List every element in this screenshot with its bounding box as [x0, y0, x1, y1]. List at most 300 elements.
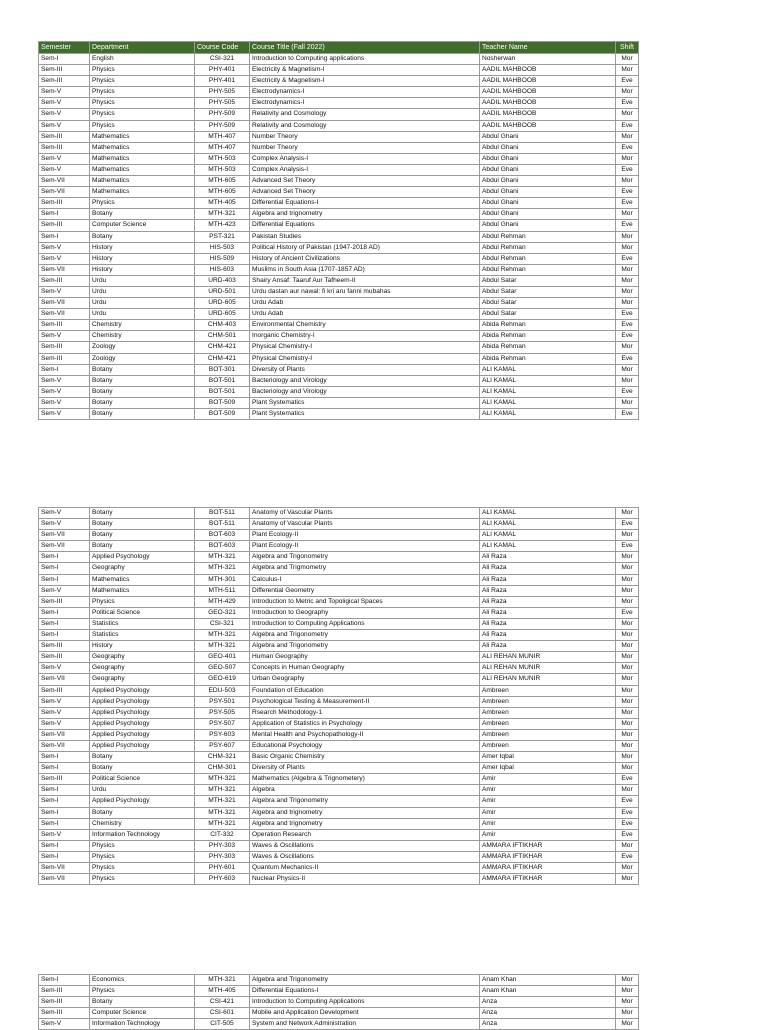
department-cell: Botany	[90, 530, 195, 541]
table-row	[39, 87, 639, 98]
teacher-name-cell: Abdul Satar	[480, 298, 616, 309]
course-title-cell: Urdu dastan aur nawal: fi kri aru fanni mubahas	[250, 286, 480, 297]
course-code-cell: HIS-503	[195, 242, 250, 253]
department-cell: Applied Psychology	[90, 696, 195, 707]
department-cell: Chemistry	[90, 818, 195, 829]
department-cell: Botany	[90, 375, 195, 386]
semester-cell: Sem-III	[39, 65, 90, 76]
department-cell: Physics	[90, 76, 195, 87]
department-cell: Physics	[90, 87, 195, 98]
teacher-name-cell: AMMARA IFTIKHAR	[480, 863, 616, 874]
teacher-name-cell: Amir	[480, 785, 616, 796]
teacher-name-cell: Ali Raza	[480, 618, 616, 629]
course-code-cell: PHY-401	[195, 76, 250, 87]
table-row	[39, 618, 639, 629]
course-code-cell: EDU-503	[195, 685, 250, 696]
course-title-cell: Physical Chemistry-I	[250, 342, 480, 353]
course-code-cell: PSY-505	[195, 707, 250, 718]
course-code-cell: MTH-407	[195, 142, 250, 153]
teacher-name-cell: Ali Raza	[480, 563, 616, 574]
semester-cell: Sem-III	[39, 997, 90, 1008]
department-cell: Information Technology	[90, 1019, 195, 1030]
department-cell: Botany	[90, 752, 195, 763]
course-code-cell: MTH-321	[195, 641, 250, 652]
shift-cell: Mor	[616, 54, 639, 65]
shift-cell: Mor	[616, 275, 639, 286]
table-row	[39, 552, 639, 563]
course-code-cell: GEO-321	[195, 607, 250, 618]
department-cell: Physics	[90, 120, 195, 131]
table-row	[39, 818, 639, 829]
course-code-cell: BOT-603	[195, 541, 250, 552]
course-code-cell: CHM-421	[195, 342, 250, 353]
table-row	[39, 785, 639, 796]
shift-cell: Mor	[616, 342, 639, 353]
department-cell: Information Technology	[90, 829, 195, 840]
shift-cell: Mor	[616, 986, 639, 997]
semester-cell: Sem-V	[39, 164, 90, 175]
department-cell: Botany	[90, 508, 195, 519]
department-cell: Applied Psychology	[90, 718, 195, 729]
teacher-name-cell: ALI KAMAL	[480, 409, 616, 420]
shift-cell: Mor	[616, 630, 639, 641]
shift-cell: Mor	[616, 585, 639, 596]
table-row	[39, 320, 639, 331]
table-row	[39, 986, 639, 997]
teacher-name-cell: Abdul Ghani	[480, 142, 616, 153]
course-code-cell: BOT-603	[195, 530, 250, 541]
course-title-cell: Waves & Oscillations	[250, 840, 480, 851]
semester-cell: Sem-I	[39, 763, 90, 774]
course-code-cell: GEO-401	[195, 652, 250, 663]
department-cell: Urdu	[90, 286, 195, 297]
shift-cell: Eve	[616, 142, 639, 153]
semester-cell: Sem-I	[39, 607, 90, 618]
department-cell: Urdu	[90, 275, 195, 286]
department-cell: Computer Science	[90, 1008, 195, 1019]
department-cell: Botany	[90, 231, 195, 242]
teacher-name-cell: ALI KAMAL	[480, 386, 616, 397]
department-cell: History	[90, 641, 195, 652]
course-title-cell: Complex Analysis-I	[250, 164, 480, 175]
department-cell: Mathematics	[90, 142, 195, 153]
shift-cell: Mor	[616, 242, 639, 253]
course-title-cell: Algebra and Trigonometry	[250, 641, 480, 652]
course-code-cell: BOT-301	[195, 364, 250, 375]
course-code-cell: CHM-501	[195, 331, 250, 342]
table-row	[39, 740, 639, 751]
semester-cell: Sem-I	[39, 796, 90, 807]
department-cell: Physics	[90, 65, 195, 76]
shift-cell: Mor	[616, 975, 639, 986]
course-title-cell: Introduction to Geography	[250, 607, 480, 618]
department-cell: Urdu	[90, 298, 195, 309]
semester-cell: Sem-V	[39, 386, 90, 397]
course-code-cell: PST-321	[195, 231, 250, 242]
semester-cell: Sem-I	[39, 364, 90, 375]
shift-cell: Mor	[616, 674, 639, 685]
semester-cell: Sem-III	[39, 596, 90, 607]
teacher-name-cell: Abida Rehman	[480, 342, 616, 353]
semester-cell: Sem-V	[39, 829, 90, 840]
table-row	[39, 409, 639, 420]
teacher-name-cell: Abdul Rehman	[480, 253, 616, 264]
shift-cell: Eve	[616, 253, 639, 264]
semester-cell: Sem-III	[39, 198, 90, 209]
semester-cell: Sem-V	[39, 87, 90, 98]
shift-cell: Eve	[616, 164, 639, 175]
shift-cell: Mor	[616, 563, 639, 574]
table-body	[39, 975, 639, 1030]
teacher-name-cell: AADIL MAHBOOB	[480, 120, 616, 131]
semester-cell: Sem-I	[39, 563, 90, 574]
shift-cell: Eve	[616, 774, 639, 785]
shift-cell: Eve	[616, 98, 639, 109]
teacher-name-cell: ALI KAMAL	[480, 541, 616, 552]
table-row	[39, 342, 639, 353]
shift-cell: Eve	[616, 851, 639, 862]
teacher-name-cell: Abdul Ghani	[480, 131, 616, 142]
teacher-name-cell: AADIL MAHBOOB	[480, 109, 616, 120]
department-cell: Physics	[90, 109, 195, 120]
semester-cell: Sem-III	[39, 353, 90, 364]
teacher-name-cell: Amir	[480, 829, 616, 840]
header-shift: Shift	[616, 42, 639, 54]
semester-cell: Sem-I	[39, 851, 90, 862]
teacher-name-cell: ALI REHAN MUNIR	[480, 652, 616, 663]
course-code-cell: HIS-509	[195, 253, 250, 264]
teacher-name-cell: Abdul Ghani	[480, 164, 616, 175]
table-row	[39, 275, 639, 286]
course-title-cell: Urdu Adab	[250, 309, 480, 320]
semester-cell: Sem-III	[39, 220, 90, 231]
course-code-cell: MTH-405	[195, 986, 250, 997]
semester-cell: Sem-III	[39, 76, 90, 87]
department-cell: Botany	[90, 409, 195, 420]
teacher-name-cell: AADIL MAHBOOB	[480, 87, 616, 98]
course-code-cell: MTH-301	[195, 574, 250, 585]
shift-cell: Mor	[616, 530, 639, 541]
timetable-section-2	[38, 507, 639, 885]
course-code-cell: BOT-501	[195, 386, 250, 397]
department-cell: Physics	[90, 874, 195, 885]
semester-cell: Sem-V	[39, 242, 90, 253]
course-code-cell: PHY-303	[195, 851, 250, 862]
table-row	[39, 353, 639, 364]
course-code-cell: PHY-505	[195, 98, 250, 109]
table-row	[39, 796, 639, 807]
semester-cell: Sem-V	[39, 409, 90, 420]
table-row	[39, 397, 639, 408]
department-cell: Botany	[90, 763, 195, 774]
table-row	[39, 187, 639, 198]
course-title-cell: Introduction to Metric and Topoligical Spaces	[250, 596, 480, 607]
shift-cell: Mor	[616, 785, 639, 796]
teacher-name-cell: ALI KAMAL	[480, 397, 616, 408]
semester-cell: Sem-I	[39, 630, 90, 641]
teacher-name-cell: Abdul Ghani	[480, 198, 616, 209]
course-code-cell: PHY-401	[195, 65, 250, 76]
table-row	[39, 1019, 639, 1030]
course-code-cell: PHY-303	[195, 840, 250, 851]
teacher-name-cell: Abdul Satar	[480, 286, 616, 297]
course-title-cell: Plant Systematics	[250, 397, 480, 408]
department-cell: Botany	[90, 364, 195, 375]
teacher-name-cell: AADIL MAHBOOB	[480, 76, 616, 87]
semester-cell: Sem-V	[39, 98, 90, 109]
course-title-cell: Pakistan Studies	[250, 231, 480, 242]
teacher-name-cell: Ambreen	[480, 696, 616, 707]
table-row	[39, 65, 639, 76]
shift-cell: Eve	[616, 807, 639, 818]
shift-cell: Eve	[616, 541, 639, 552]
semester-cell: Sem-V	[39, 508, 90, 519]
table-row	[39, 142, 639, 153]
course-code-cell: MTH-429	[195, 596, 250, 607]
course-code-cell: URD-605	[195, 309, 250, 320]
course-code-cell: PSY-507	[195, 718, 250, 729]
course-code-cell: PSY-607	[195, 740, 250, 751]
department-cell: Urdu	[90, 309, 195, 320]
shift-cell: Mor	[616, 209, 639, 220]
table-row	[39, 198, 639, 209]
course-title-cell: Concepts in Human Geography	[250, 663, 480, 674]
teacher-name-cell: Abdul Ghani	[480, 153, 616, 164]
course-code-cell: GEO-507	[195, 663, 250, 674]
shift-cell: Mor	[616, 641, 639, 652]
teacher-name-cell: Amer Iqbal	[480, 763, 616, 774]
department-cell: Mathematics	[90, 574, 195, 585]
course-title-cell: Introduction to Computing applications	[250, 54, 480, 65]
department-cell: Statistics	[90, 630, 195, 641]
course-code-cell: MTH-503	[195, 153, 250, 164]
course-title-cell: Advanced Set Theory	[250, 176, 480, 187]
course-title-cell: Nuclear Physics-II	[250, 874, 480, 885]
shift-cell: Eve	[616, 120, 639, 131]
course-code-cell: PSY-501	[195, 696, 250, 707]
table-row	[39, 331, 639, 342]
course-title-cell: Mobile and Application Development	[250, 1008, 480, 1019]
department-cell: Mathematics	[90, 153, 195, 164]
course-title-cell: Plant Systematics	[250, 409, 480, 420]
table-row	[39, 541, 639, 552]
course-title-cell: Urban Geography	[250, 674, 480, 685]
teacher-name-cell: Ali Raza	[480, 574, 616, 585]
semester-cell: Sem-I	[39, 840, 90, 851]
course-code-cell: MTH-321	[195, 807, 250, 818]
course-title-cell: Calculus-I	[250, 574, 480, 585]
course-title-cell: Anatomy of Vascular Plants	[250, 508, 480, 519]
shift-cell: Eve	[616, 409, 639, 420]
course-title-cell: Algebra and trignometry	[250, 818, 480, 829]
course-title-cell: Environmental Chemistry	[250, 320, 480, 331]
shift-cell: Mor	[616, 508, 639, 519]
semester-cell: Sem-III	[39, 320, 90, 331]
department-cell: Physics	[90, 198, 195, 209]
shift-cell: Eve	[616, 353, 639, 364]
course-title-cell: Algebra and trignometry	[250, 209, 480, 220]
timetable-section-3	[38, 974, 639, 1030]
department-cell: Applied Psychology	[90, 740, 195, 751]
course-title-cell: Differential Equations	[250, 220, 480, 231]
department-cell: Political Science	[90, 607, 195, 618]
course-title-cell: Introduction to Computing Applications	[250, 618, 480, 629]
semester-cell: Sem-III	[39, 986, 90, 997]
department-cell: Botany	[90, 209, 195, 220]
course-code-cell: MTH-321	[195, 209, 250, 220]
department-cell: Computer Science	[90, 220, 195, 231]
course-code-cell: MTH-423	[195, 220, 250, 231]
course-title-cell: Algebra and Trigonometry	[250, 630, 480, 641]
table-row	[39, 298, 639, 309]
semester-cell: Sem-I	[39, 975, 90, 986]
department-cell: Botany	[90, 519, 195, 530]
table-row	[39, 685, 639, 696]
course-title-cell: Waves & Oscillations	[250, 851, 480, 862]
course-title-cell: Educational Psychology	[250, 740, 480, 751]
teacher-name-cell: Anza	[480, 1019, 616, 1030]
course-code-cell: BOT-511	[195, 508, 250, 519]
department-cell: History	[90, 242, 195, 253]
course-title-cell: Quantum Mechanics-II	[250, 863, 480, 874]
table-row	[39, 607, 639, 618]
table-row	[39, 508, 639, 519]
semester-cell: Sem-V	[39, 286, 90, 297]
shift-cell: Eve	[616, 829, 639, 840]
shift-cell: Mor	[616, 874, 639, 885]
semester-cell: Sem-I	[39, 785, 90, 796]
course-title-cell: System and Network Administration	[250, 1019, 480, 1030]
table-row	[39, 674, 639, 685]
teacher-name-cell: Abida Rehman	[480, 320, 616, 331]
course-title-cell: Human Geography	[250, 652, 480, 663]
department-cell: Applied Psychology	[90, 552, 195, 563]
course-code-cell: MTH-503	[195, 164, 250, 175]
table-row	[39, 840, 639, 851]
course-code-cell: PHY-509	[195, 120, 250, 131]
table-row	[39, 752, 639, 763]
course-code-cell: URD-605	[195, 298, 250, 309]
shift-cell: Mor	[616, 652, 639, 663]
shift-cell: Mor	[616, 718, 639, 729]
teacher-name-cell: Ambreen	[480, 729, 616, 740]
table-row	[39, 309, 639, 320]
course-title-cell: Physical Chemistry-I	[250, 353, 480, 364]
department-cell: Zoology	[90, 353, 195, 364]
shift-cell: Eve	[616, 331, 639, 342]
teacher-name-cell: Amer Iqbal	[480, 752, 616, 763]
table-row	[39, 696, 639, 707]
table-row	[39, 596, 639, 607]
table-row	[39, 120, 639, 131]
course-title-cell: Algebra and Trigmometry	[250, 563, 480, 574]
semester-cell: Sem-V	[39, 696, 90, 707]
department-cell: Political Science	[90, 774, 195, 785]
teacher-name-cell: ALI KAMAL	[480, 530, 616, 541]
table-row	[39, 375, 639, 386]
course-title-cell: Differential Geometry	[250, 585, 480, 596]
semester-cell: Sem-I	[39, 231, 90, 242]
table-row	[39, 176, 639, 187]
department-cell: Botany	[90, 541, 195, 552]
shift-cell: Mor	[616, 840, 639, 851]
semester-cell: Sem-VII	[39, 264, 90, 275]
teacher-name-cell: Nosherwan	[480, 54, 616, 65]
semester-cell: Sem-III	[39, 685, 90, 696]
shift-cell: Mor	[616, 364, 639, 375]
department-cell: Botany	[90, 807, 195, 818]
teacher-name-cell: Abdul Rehman	[480, 264, 616, 275]
course-title-cell: Complex Analysis-I	[250, 153, 480, 164]
teacher-name-cell: Anam Khan	[480, 975, 616, 986]
course-code-cell: CHM-421	[195, 353, 250, 364]
semester-cell: Sem-VII	[39, 729, 90, 740]
course-title-cell: Plant Ecology-II	[250, 541, 480, 552]
teacher-name-cell: Abida Rehman	[480, 331, 616, 342]
teacher-name-cell: Ambreen	[480, 685, 616, 696]
teacher-name-cell: AMMARA IFTIKHAR	[480, 874, 616, 885]
teacher-name-cell: Ali Raza	[480, 607, 616, 618]
shift-cell: Mor	[616, 286, 639, 297]
teacher-name-cell: Ambreen	[480, 707, 616, 718]
course-title-cell: Number Theory	[250, 131, 480, 142]
semester-cell: Sem-I	[39, 54, 90, 65]
table-row	[39, 220, 639, 231]
department-cell: Mathematics	[90, 585, 195, 596]
teacher-name-cell: ALI REHAN MUNIR	[480, 663, 616, 674]
table-row	[39, 729, 639, 740]
course-code-cell: BOT-509	[195, 397, 250, 408]
table-row	[39, 131, 639, 142]
semester-cell: Sem-I	[39, 552, 90, 563]
shift-cell: Mor	[616, 574, 639, 585]
department-cell: Physics	[90, 840, 195, 851]
teacher-name-cell: Ali Raza	[480, 641, 616, 652]
teacher-name-cell: Anza	[480, 997, 616, 1008]
teacher-name-cell: Abdul Satar	[480, 275, 616, 286]
course-code-cell: PHY-509	[195, 109, 250, 120]
semester-cell: Sem-VII	[39, 863, 90, 874]
table-row	[39, 863, 639, 874]
course-code-cell: CIT-332	[195, 829, 250, 840]
shift-cell: Mor	[616, 707, 639, 718]
teacher-name-cell: ALI KAMAL	[480, 375, 616, 386]
shift-cell: Mor	[616, 176, 639, 187]
course-code-cell: MTH-407	[195, 131, 250, 142]
course-code-cell: MTH-321	[195, 796, 250, 807]
department-cell: Botany	[90, 397, 195, 408]
semester-cell: Sem-III	[39, 275, 90, 286]
table-row	[39, 663, 639, 674]
table-row	[39, 209, 639, 220]
shift-cell: Mor	[616, 153, 639, 164]
department-cell: Physics	[90, 863, 195, 874]
teacher-name-cell: AADIL MAHBOOB	[480, 65, 616, 76]
table-row	[39, 563, 639, 574]
department-cell: Botany	[90, 997, 195, 1008]
table-row	[39, 829, 639, 840]
semester-cell: Sem-V	[39, 519, 90, 530]
course-code-cell: CHM-403	[195, 320, 250, 331]
course-title-cell: Relativity and Cosmology	[250, 120, 480, 131]
teacher-name-cell: Amir	[480, 818, 616, 829]
table-row	[39, 652, 639, 663]
shift-cell: Mor	[616, 663, 639, 674]
course-title-cell: Differential Equations-I	[250, 986, 480, 997]
department-cell: Applied Psychology	[90, 729, 195, 740]
shift-cell: Mor	[616, 729, 639, 740]
semester-cell: Sem-VII	[39, 874, 90, 885]
